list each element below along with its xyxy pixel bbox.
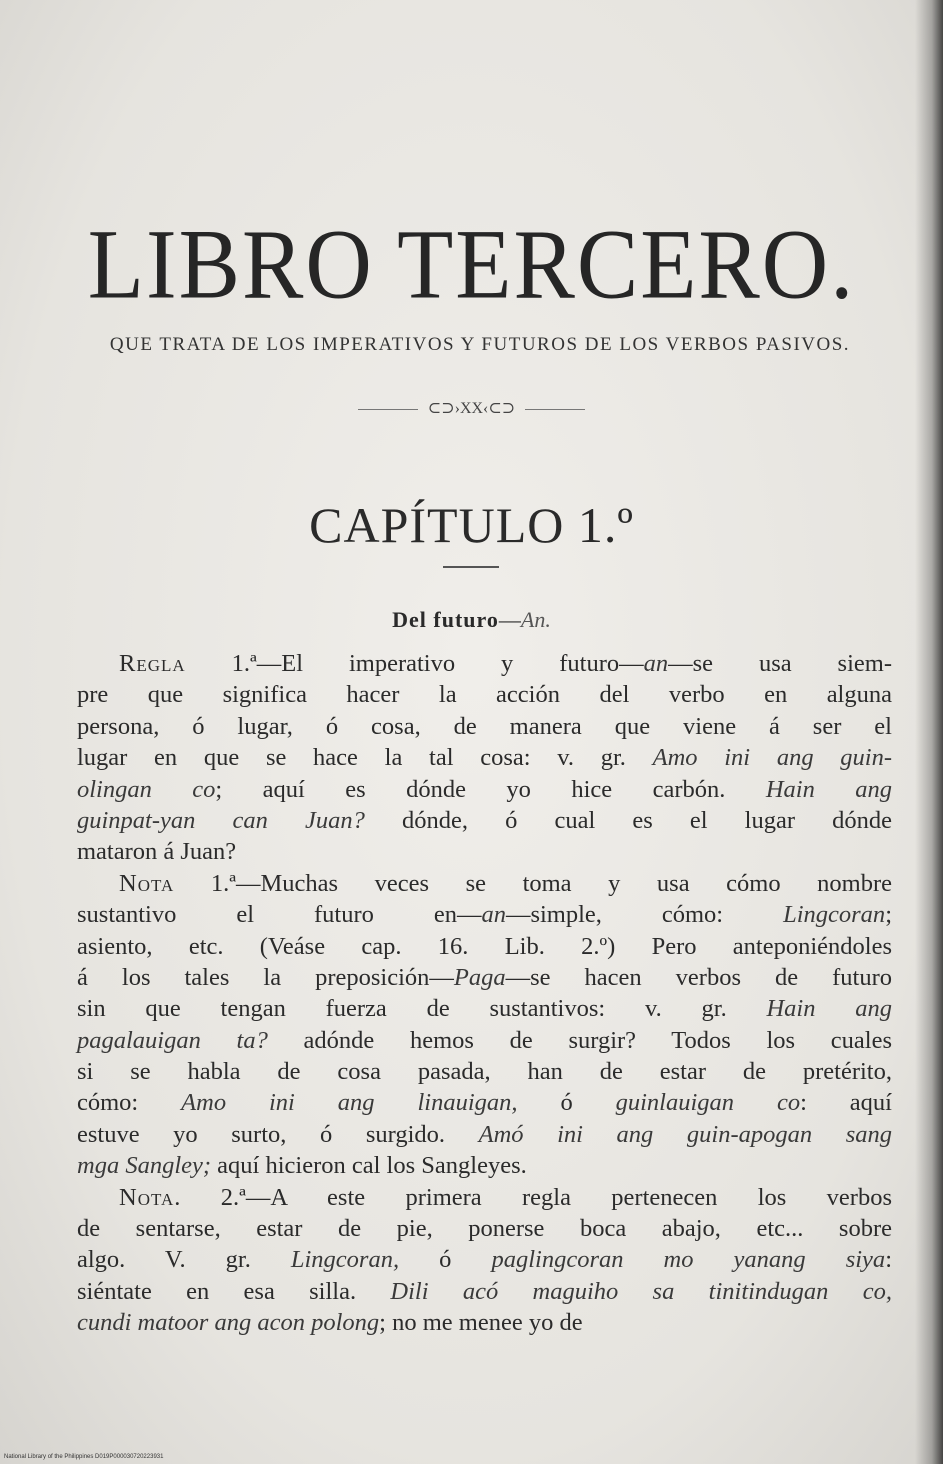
text-line (77, 931, 892, 962)
section-heading-bold: Del futuro (392, 607, 499, 632)
text-span: estuve yo surto, ó surgido. (77, 1120, 479, 1148)
section-heading-italic: An. (520, 607, 551, 632)
ornament-glyph: ⊂⊃›XX‹⊂⊃ (427, 400, 516, 417)
body-text (77, 648, 892, 1339)
italic-text: guinpat-yan can Juan? (77, 806, 365, 834)
text-span: ; no me menee yo de (379, 1309, 583, 1337)
text-span: dónde, ó cual es el lugar dónde (364, 806, 892, 834)
section-heading (0, 607, 943, 633)
text-span: ó (517, 1089, 616, 1117)
footer-credit: National Library of the Philippines D019P000030720223931 (4, 1454, 164, 1460)
text-span: á los tales la preposición— (77, 963, 454, 991)
text-line (77, 962, 892, 993)
text-span: siéntate en esa silla. (77, 1277, 391, 1305)
text-span: : aquí (800, 1089, 892, 1117)
italic-text: olingan co (77, 775, 216, 803)
text-line (77, 1119, 892, 1150)
text-span: ; aquí es dónde yo hice carbón. (215, 775, 766, 803)
italic-text: paglingcoran mo yanang siya (491, 1246, 886, 1274)
italic-text: Paga (453, 963, 506, 991)
text-line (77, 679, 892, 710)
italic-text: Hain ang (766, 995, 892, 1023)
text-span: de sentarse, estar de pie, ponerse boca abajo, etc... sobre (77, 1215, 892, 1243)
text-line (77, 868, 892, 899)
text-span: —se usa siem- (668, 650, 892, 677)
chapter-rule (443, 566, 499, 568)
text-line (77, 711, 892, 742)
ornament-rule-left (358, 409, 418, 410)
text-line (77, 993, 892, 1024)
text-line (77, 1276, 892, 1307)
italic-text: Amo ini ang guin- (652, 744, 892, 772)
small-caps-label: Nota (119, 1183, 175, 1211)
ornament-rule-right (525, 409, 585, 410)
text-span: —simple, cómo: (505, 901, 784, 929)
text-span: mataron á Juan? (77, 838, 237, 866)
italic-text: cundi matoor ang acon polong (77, 1309, 380, 1337)
text-span: lugar en que se hace la tal cosa: v. gr. (77, 744, 653, 772)
text-line (77, 1087, 892, 1118)
text-span: : (885, 1246, 892, 1274)
text-span: aquí hicieron cal los Sangleyes. (211, 1152, 527, 1180)
text-span: ó (399, 1246, 492, 1274)
text-line (77, 1182, 892, 1213)
text-span: —se hacen verbos de futuro (505, 963, 892, 991)
text-span: 1.ª—Muchas veces se toma y usa cómo nombre (174, 869, 892, 897)
text-line (77, 1307, 892, 1338)
italic-text: Lingcoran (783, 901, 886, 929)
italic-text: pagalauigan ta? (77, 1026, 268, 1054)
text-span: cómo: (77, 1089, 182, 1117)
text-span: adónde hemos de surgir? Todos los cuales (267, 1026, 892, 1054)
small-caps-label: Regla (119, 650, 186, 677)
ornament-divider (0, 398, 943, 418)
text-span: si se habla de cosa pasada, han de estar de pretérito, (77, 1058, 892, 1086)
text-line (77, 1213, 892, 1244)
text-line (77, 899, 892, 930)
italic-text: Lingcoran, (290, 1246, 400, 1274)
text-line (77, 1025, 892, 1056)
italic-text: Amo ini ang linauigan, (181, 1089, 518, 1117)
text-line (77, 836, 892, 867)
text-line (77, 1150, 892, 1181)
text-line (77, 1244, 892, 1275)
text-span: asiento, etc. (Veáse cap. 16. Lib. 2.º) Pero anteponiéndoles (77, 932, 892, 960)
chapter-title: CAPÍTULO 1.º (309, 497, 634, 553)
book-title: LIBRO TERCERO. (87, 208, 856, 320)
italic-text: mga Sangley; (77, 1152, 212, 1180)
italic-text: an (481, 901, 506, 929)
text-span: sustantivo el futuro en— (77, 901, 482, 929)
italic-text: Amó ini ang guin-apogan sang (478, 1120, 892, 1148)
text-line (77, 805, 892, 836)
text-span: algo. V. gr. (77, 1246, 291, 1274)
small-caps-label: Nota (119, 869, 175, 897)
italic-text: guinlauigan co (615, 1089, 801, 1117)
book-subtitle: QUE TRATA DE LOS IMPERATIVOS Y FUTUROS DE LOS VERBOS PASIVOS. (109, 334, 851, 355)
italic-text: Hain ang (765, 775, 892, 803)
italic-text: Dili acó maguiho sa tinitindugan co, (390, 1277, 892, 1305)
section-heading-dash: — (498, 607, 521, 632)
text-span: ; (885, 901, 892, 929)
text-span: 1.ª—El imperativo y futuro— (185, 650, 644, 677)
text-span: . 2.ª—A este primera regla pertenecen los verbos (174, 1183, 892, 1211)
text-line (77, 1056, 892, 1087)
text-span: sin que tengan fuerza de sustantivos: v. gr. (77, 995, 767, 1023)
text-span: persona, ó lugar, ó cosa, de manera que viene á ser el (77, 712, 892, 740)
italic-text: an (643, 650, 669, 677)
text-span: pre que significa hacer la acción del verbo en alguna (77, 681, 892, 709)
text-line (77, 742, 892, 773)
text-line (77, 774, 892, 805)
text-line (77, 648, 892, 679)
